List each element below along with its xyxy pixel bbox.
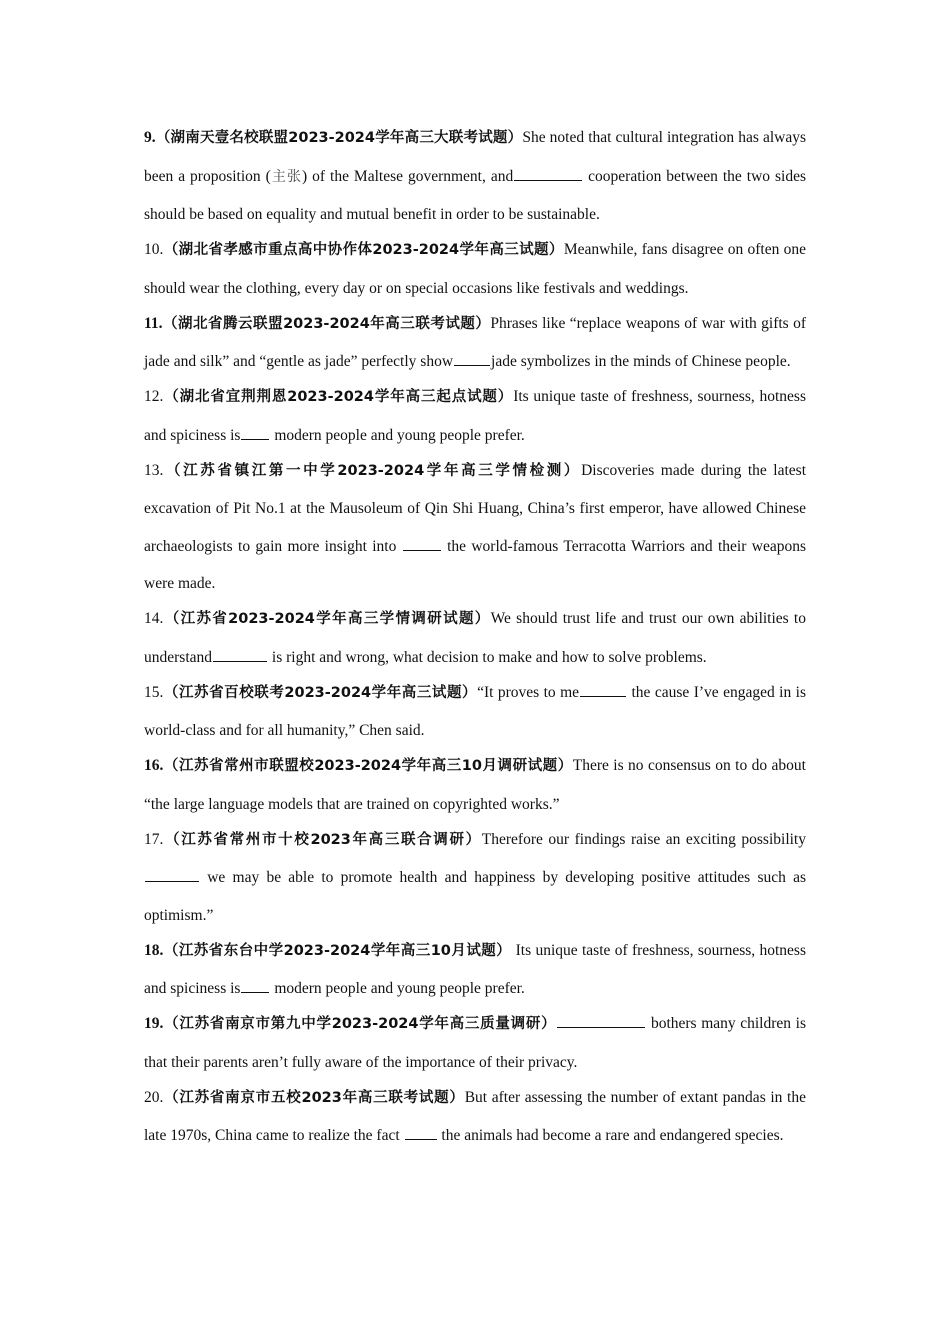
question-source: （江苏省东台中学2023-2024学年高三10月试题） (163, 942, 512, 959)
question-text: the cause I’ve engaged in is world-class and for all humanity,” Chen said. (144, 683, 807, 739)
question-number: 15. (144, 683, 164, 701)
answer-blank[interactable] (514, 166, 582, 181)
answer-blank[interactable] (454, 351, 490, 366)
question-number: 14. (144, 610, 164, 627)
question-source: （江苏省常州市十校2023年高三联合调研） (163, 831, 482, 848)
question-source: （湖北省孝感市重点高中协作体2023-2024学年高三试题） (163, 242, 564, 258)
question-15 (144, 674, 806, 750)
question-text: But after assessing the number of extant pandas in the late 1970s, China came to realize the fact (144, 1088, 806, 1144)
question-text: Therefore our findings raise an exciting possibility (481, 830, 806, 848)
answer-blank[interactable] (557, 1013, 645, 1028)
question-text: is right and wrong, what decision to make and how to solve problems. (268, 648, 707, 666)
question-text: modern people and young people prefer. (270, 980, 525, 997)
question-source: （湖北省腾云联盟2023-2024年高三联考试题） (162, 315, 491, 332)
answer-blank[interactable] (580, 682, 626, 697)
question-number: 19. (144, 1015, 164, 1032)
question-text: the animals had become a rare and endangered species. (437, 1127, 784, 1144)
question-number: 11. (144, 314, 163, 332)
question-text: bothers many children is that their parents aren’t fully aware of the importance of their privacy. (144, 1015, 806, 1071)
answer-blank[interactable] (403, 536, 441, 551)
question-19 (144, 1005, 806, 1081)
answer-blank[interactable] (405, 1125, 437, 1140)
question-13 (144, 452, 806, 603)
question-source: （江苏省2023-2024学年高三学情调研试题） (163, 611, 491, 627)
question-number: 17. (144, 830, 164, 848)
question-source: （江苏省南京市五校2023年高三联考试题） (163, 1089, 465, 1106)
question-number: 18. (144, 941, 164, 959)
question-text: modern people and young people prefer. (270, 426, 525, 444)
question-text: jade symbolizes in the minds of Chinese people. (491, 353, 791, 370)
question-text: We should trust life and trust our own abilities to understand (144, 610, 806, 666)
question-14 (144, 600, 806, 676)
question-text: Phrases like “replace weapons of war with gifts of jade and silk” and “gentle as jade” perfectly show (144, 314, 806, 370)
question-source: （江苏省南京市第九中学2023-2024学年高三质量调研） (163, 1016, 557, 1032)
question-text: Its unique taste of freshness, sourness, hotness and spiciness is (144, 941, 806, 997)
answer-blank[interactable] (213, 647, 267, 662)
question-source: （江苏省百校联考2023-2024学年高三试题） (163, 684, 478, 701)
question-12 (144, 378, 806, 454)
question-number: 16. (144, 757, 164, 774)
question-16 (144, 747, 806, 823)
question-text: Its unique taste of freshness, sourness, hotness and spiciness is (144, 388, 806, 444)
question-number: 10. (144, 241, 164, 258)
question-text: we may be able to promote health and happiness by developing positive attitudes such as optimism.” (144, 869, 806, 924)
question-source: （湖北省宜荆荆恩2023-2024学年高三起点试题） (163, 389, 514, 405)
question-number: 20. (144, 1088, 164, 1106)
question-11 (144, 305, 806, 381)
question-text: cooperation between the two sides should be based on equality and mutual benefit in order to be sustainable. (144, 167, 806, 223)
question-text: There is no consensus on to do about “the large language models that are trained on copyrighted works.” (144, 757, 806, 813)
answer-blank[interactable] (241, 425, 269, 440)
question-list (144, 119, 806, 1155)
question-source: （湖南天壹名校联盟2023-2024学年高三大联考试题） (155, 130, 523, 146)
question-18 (144, 932, 806, 1008)
question-17 (144, 821, 806, 935)
question-text: Meanwhile, fans disagree on often one should wear the clothing, every day or on special occasions like festivals and weddings. (144, 241, 806, 297)
question-source: （江苏省镇江第一中学2023-2024学年高三学情检测） (163, 462, 582, 479)
question-number: 12. (144, 388, 164, 405)
question-text: Discoveries made during the latest excavation of Pit No.1 at the Mausoleum of Qin Shi Huang, China’s first emperor, have allowed Chinese archaeologists to gain more insight into (144, 461, 806, 555)
question-20 (144, 1079, 806, 1155)
question-source: （江苏省常州市联盟校2023-2024学年高三10月调研试题） (163, 758, 573, 774)
answer-blank[interactable] (241, 978, 269, 993)
question-number: 9. (144, 129, 156, 146)
chinese-hint: 主张 (270, 168, 303, 185)
question-9 (144, 119, 806, 234)
question-text: ) of the Maltese government, and (302, 167, 514, 185)
answer-blank[interactable] (145, 867, 199, 882)
question-number: 13. (144, 461, 164, 479)
question-text: “It proves to me (477, 683, 580, 701)
question-10 (144, 231, 806, 307)
question-text: the world-famous Terracotta Warriors and their weapons were made. (144, 537, 806, 592)
question-text: She noted that cultural integration has always been a proposition ( (144, 129, 806, 185)
